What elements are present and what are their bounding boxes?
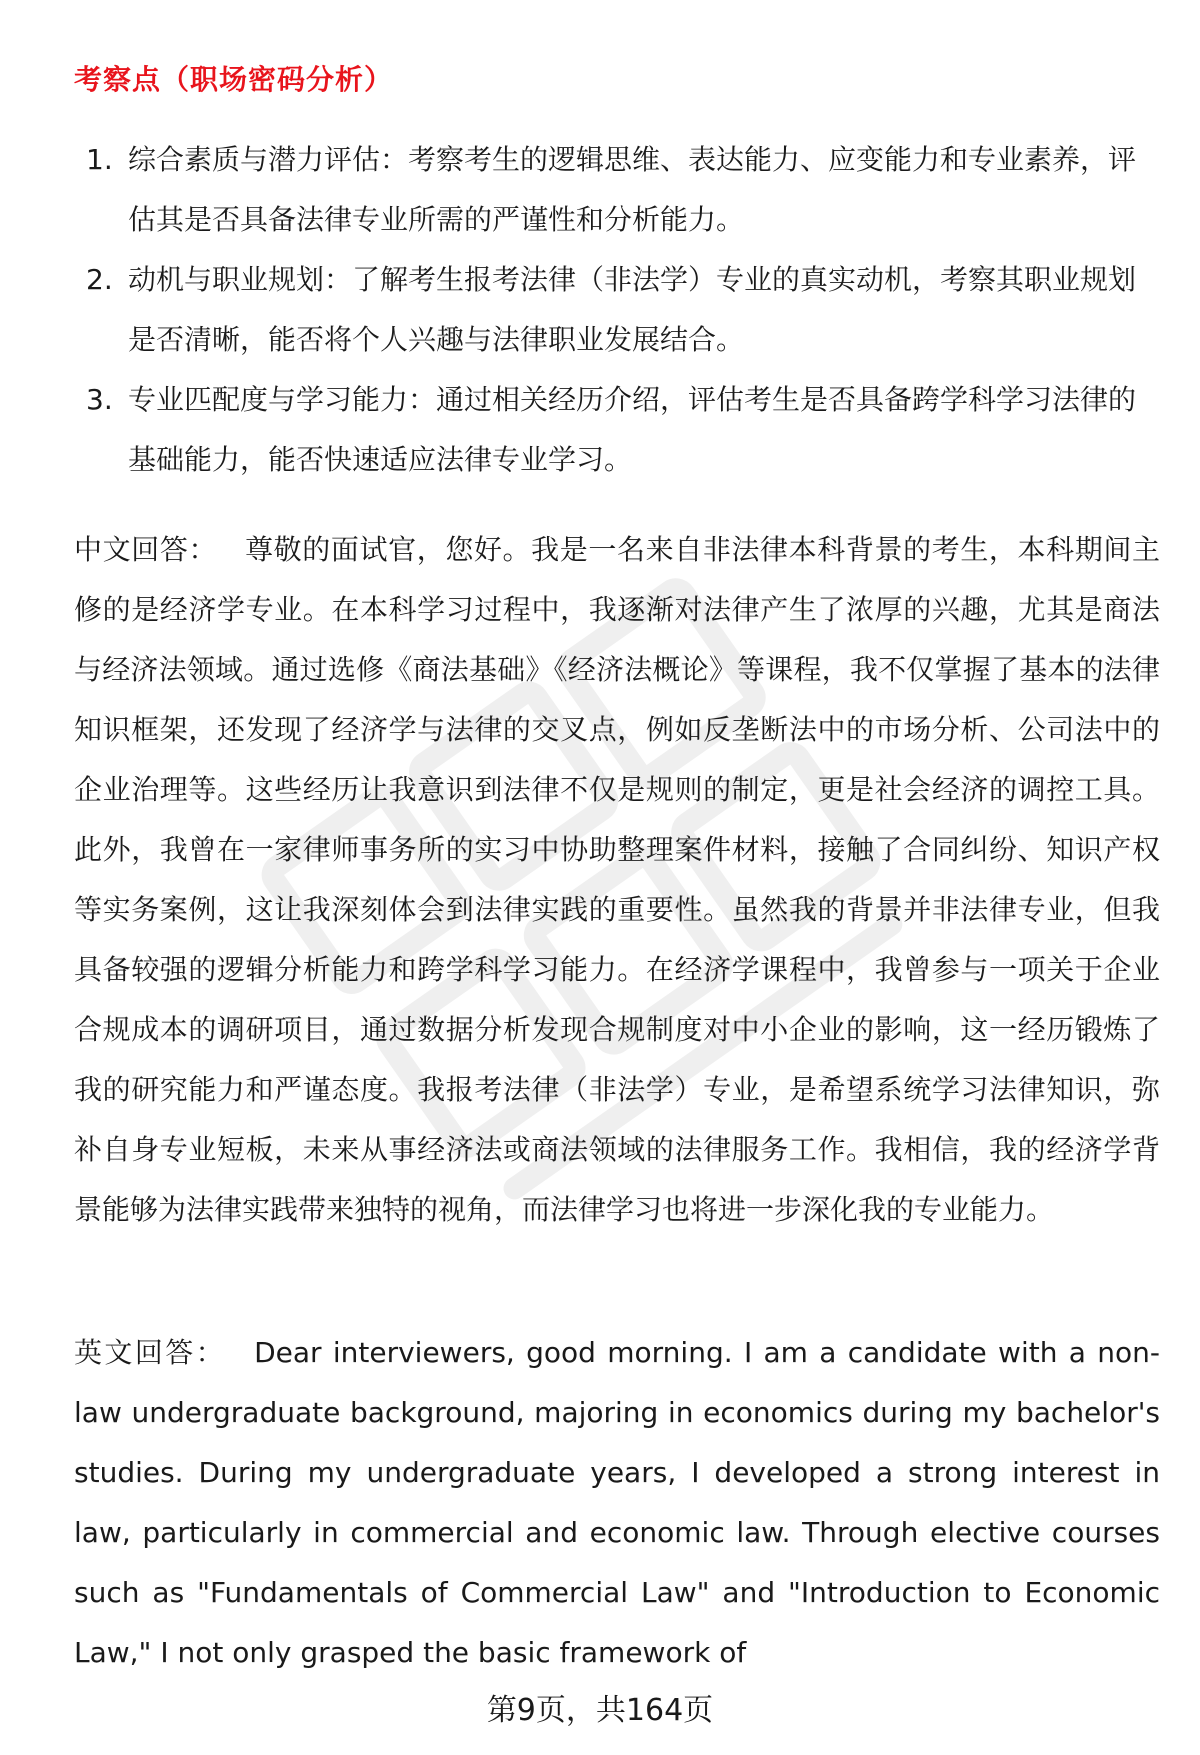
list-item-text: 综合素质与潜力评估：考察考生的逻辑思维、表达能力、应变能力和专业素养，评估其是否具备法律专业所需的严谨性和分析能力。: [128, 143, 1137, 236]
list-item-number: 3.: [86, 383, 113, 416]
chinese-answer-label: 中文回答：: [74, 533, 218, 566]
page-number-footer: 第9页，共164页: [486, 1693, 714, 1728]
list-item: [74, 370, 1154, 490]
assessment-points-list: [74, 130, 1154, 490]
english-answer-label: 英文回答：: [74, 1336, 227, 1369]
english-answer-text: Dear interviewers, good morning. I am a candidate with a non-law undergraduate background, majoring in economics during my bachelor's studies. During my undergraduate years, I developed a strong interest in law, particularly in commercial and economic law. Through elective courses such as "Fundamentals of Commercial Law" and "Introduction to Economic Law," I not only grasped the basic framework of: [74, 1336, 1160, 1669]
list-item-text: 动机与职业规划：了解考生报考法律（非法学）专业的真实动机，考察其职业规划是否清晰，能否将个人兴趣与法律职业发展结合。: [128, 263, 1137, 356]
list-item-number: 2.: [86, 263, 113, 296]
english-answer-paragraph: [74, 1323, 1160, 1683]
list-item-text: 专业匹配度与学习能力：通过相关经历介绍，评估考生是否具备跨学科学习法律的基础能力，能否快速适应法律专业学习。: [128, 383, 1137, 476]
chinese-answer-paragraph: [74, 520, 1160, 1240]
list-item: [74, 130, 1154, 250]
list-item-number: 1.: [86, 143, 113, 176]
chinese-answer-text: 尊敬的面试官，您好。我是一名来自非法律本科背景的考生，本科期间主修的是经济学专业。在本科学习过程中，我逐渐对法律产生了浓厚的兴趣，尤其是商法与经济法领域。通过选修《商法基础》《经济法概论》等课程，我不仅掌握了基本的法律知识框架，还发现了经济学与法律的交叉点，例如反垄断法中的市场分析、公司法中的企业治理等。这些经历让我意识到法律不仅是规则的制定，更是社会经济的调控工具。此外，我曾在一家律师事务所的实习中协助整理案件材料，接触了合同纠纷、知识产权等实务案例，这让我深刻体会到法律实践的重要性。虽然我的背景并非法律专业，但我具备较强的逻辑分析能力和跨学科学习能力。在经济学课程中，我曾参与一项关于企业合规成本的调研项目，通过数据分析发现合规制度对中小企业的影响，这一经历锻炼了我的研究能力和严谨态度。我报考法律（非法学）专业，是希望系统学习法律知识，弥补自身专业短板，未来从事经济法或商法领域的法律服务工作。我相信，我的经济学背景能够为法律实践带来独特的视角，而法律学习也将进一步深化我的专业能力。: [74, 533, 1160, 1226]
list-item: [74, 250, 1154, 370]
section-title: 考察点（职场密码分析）: [74, 63, 394, 96]
